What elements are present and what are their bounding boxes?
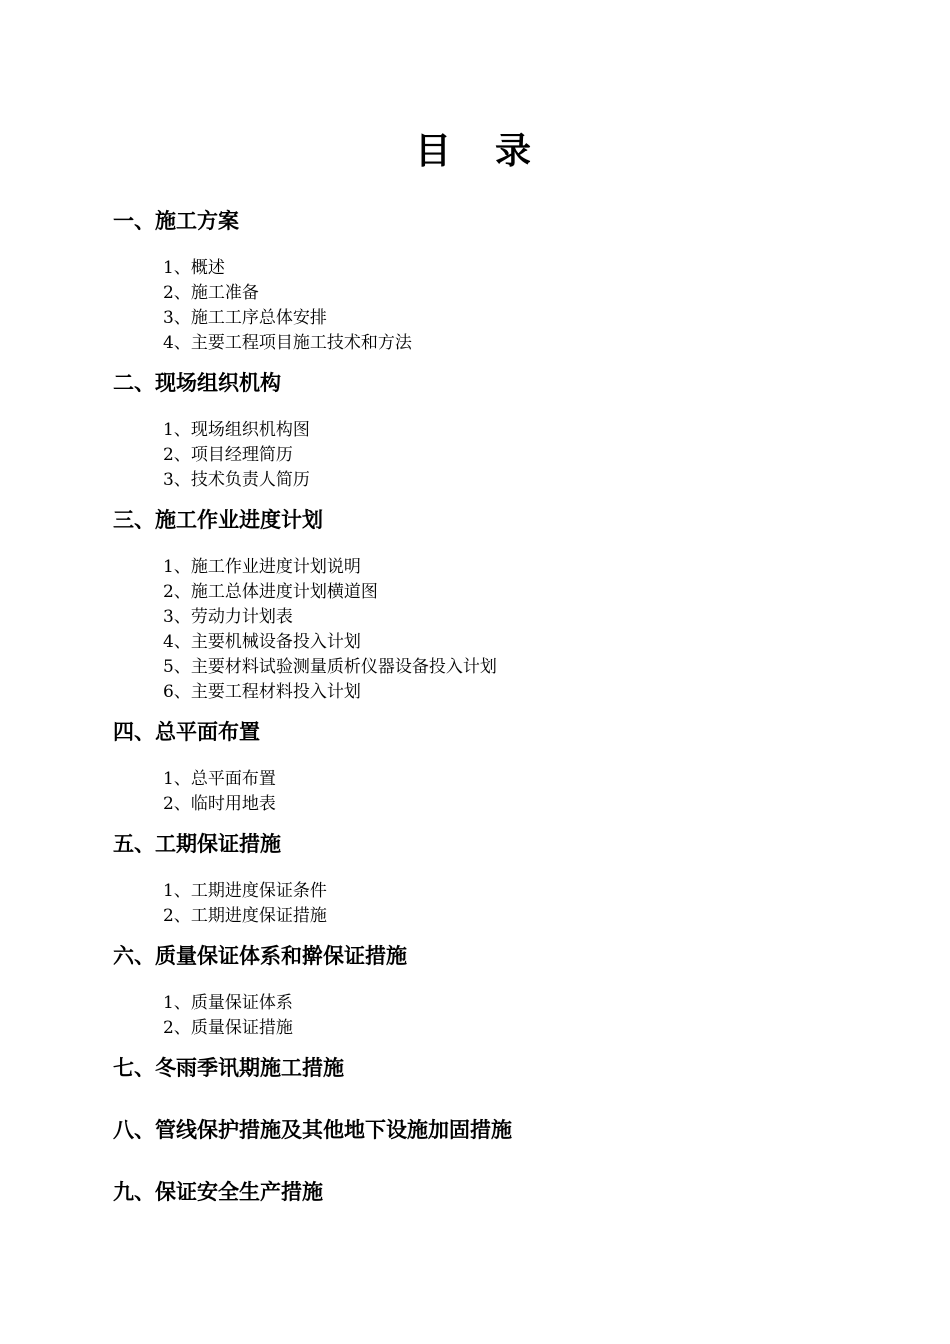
toc-item: 4、主要机械设备投入计划	[163, 632, 361, 652]
toc-section	[113, 940, 873, 1052]
section-item-list	[113, 991, 873, 1041]
section-item-list	[113, 879, 873, 929]
section-heading: 五、工期保证措施	[113, 832, 281, 856]
toc-section	[113, 367, 873, 504]
toc-section	[113, 205, 873, 367]
section-heading: 一、施工方案	[113, 209, 239, 233]
toc-section	[113, 504, 873, 716]
toc-section	[113, 1114, 873, 1176]
toc-item: 4、主要工程项目施工技术和方法	[163, 333, 412, 353]
section-heading: 六、质量保证体系和擀保证措施	[113, 944, 407, 968]
toc-item: 3、施工工序总体安排	[163, 308, 327, 328]
toc-item: 1、现场组织机构图	[163, 420, 310, 440]
toc-item: 2、项目经理简历	[163, 445, 293, 465]
toc-item: 1、工期进度保证条件	[163, 881, 327, 901]
table-of-contents	[113, 205, 873, 1208]
toc-item: 1、概述	[163, 258, 225, 278]
toc-item: 6、主要工程材料投入计划	[163, 682, 361, 702]
section-heading: 九、保证安全生产措施	[113, 1180, 323, 1204]
section-heading: 八、管线保护措施及其他地下设施加固措施	[113, 1118, 512, 1142]
toc-item: 2、质量保证措施	[163, 1018, 293, 1038]
section-item-list	[113, 418, 873, 493]
toc-item: 2、临时用地表	[163, 794, 276, 814]
section-heading: 四、总平面布置	[113, 720, 260, 744]
toc-item: 2、施工总体进度计划横道图	[163, 582, 378, 602]
toc-item: 5、主要材料试验测量质析仪器设备投入计划	[163, 657, 497, 677]
toc-section	[113, 716, 873, 828]
toc-item: 3、技术负责人简历	[163, 470, 310, 490]
section-heading: 三、施工作业进度计划	[113, 508, 323, 532]
toc-item: 1、总平面布置	[163, 769, 276, 789]
section-heading: 二、现场组织机构	[113, 371, 281, 395]
toc-item: 2、施工准备	[163, 283, 259, 303]
section-heading: 七、冬雨季讯期施工措施	[113, 1056, 344, 1080]
toc-item: 2、工期进度保证措施	[163, 906, 327, 926]
toc-section	[113, 1052, 873, 1114]
toc-item: 3、劳动力计划表	[163, 607, 293, 627]
toc-item: 1、施工作业进度计划说明	[163, 557, 361, 577]
toc-section	[113, 828, 873, 940]
section-item-list	[113, 256, 873, 356]
toc-item: 1、质量保证体系	[163, 993, 293, 1013]
page-title: 目录	[414, 131, 575, 172]
toc-section	[113, 1176, 873, 1208]
section-item-list	[113, 555, 873, 705]
section-item-list	[113, 767, 873, 817]
